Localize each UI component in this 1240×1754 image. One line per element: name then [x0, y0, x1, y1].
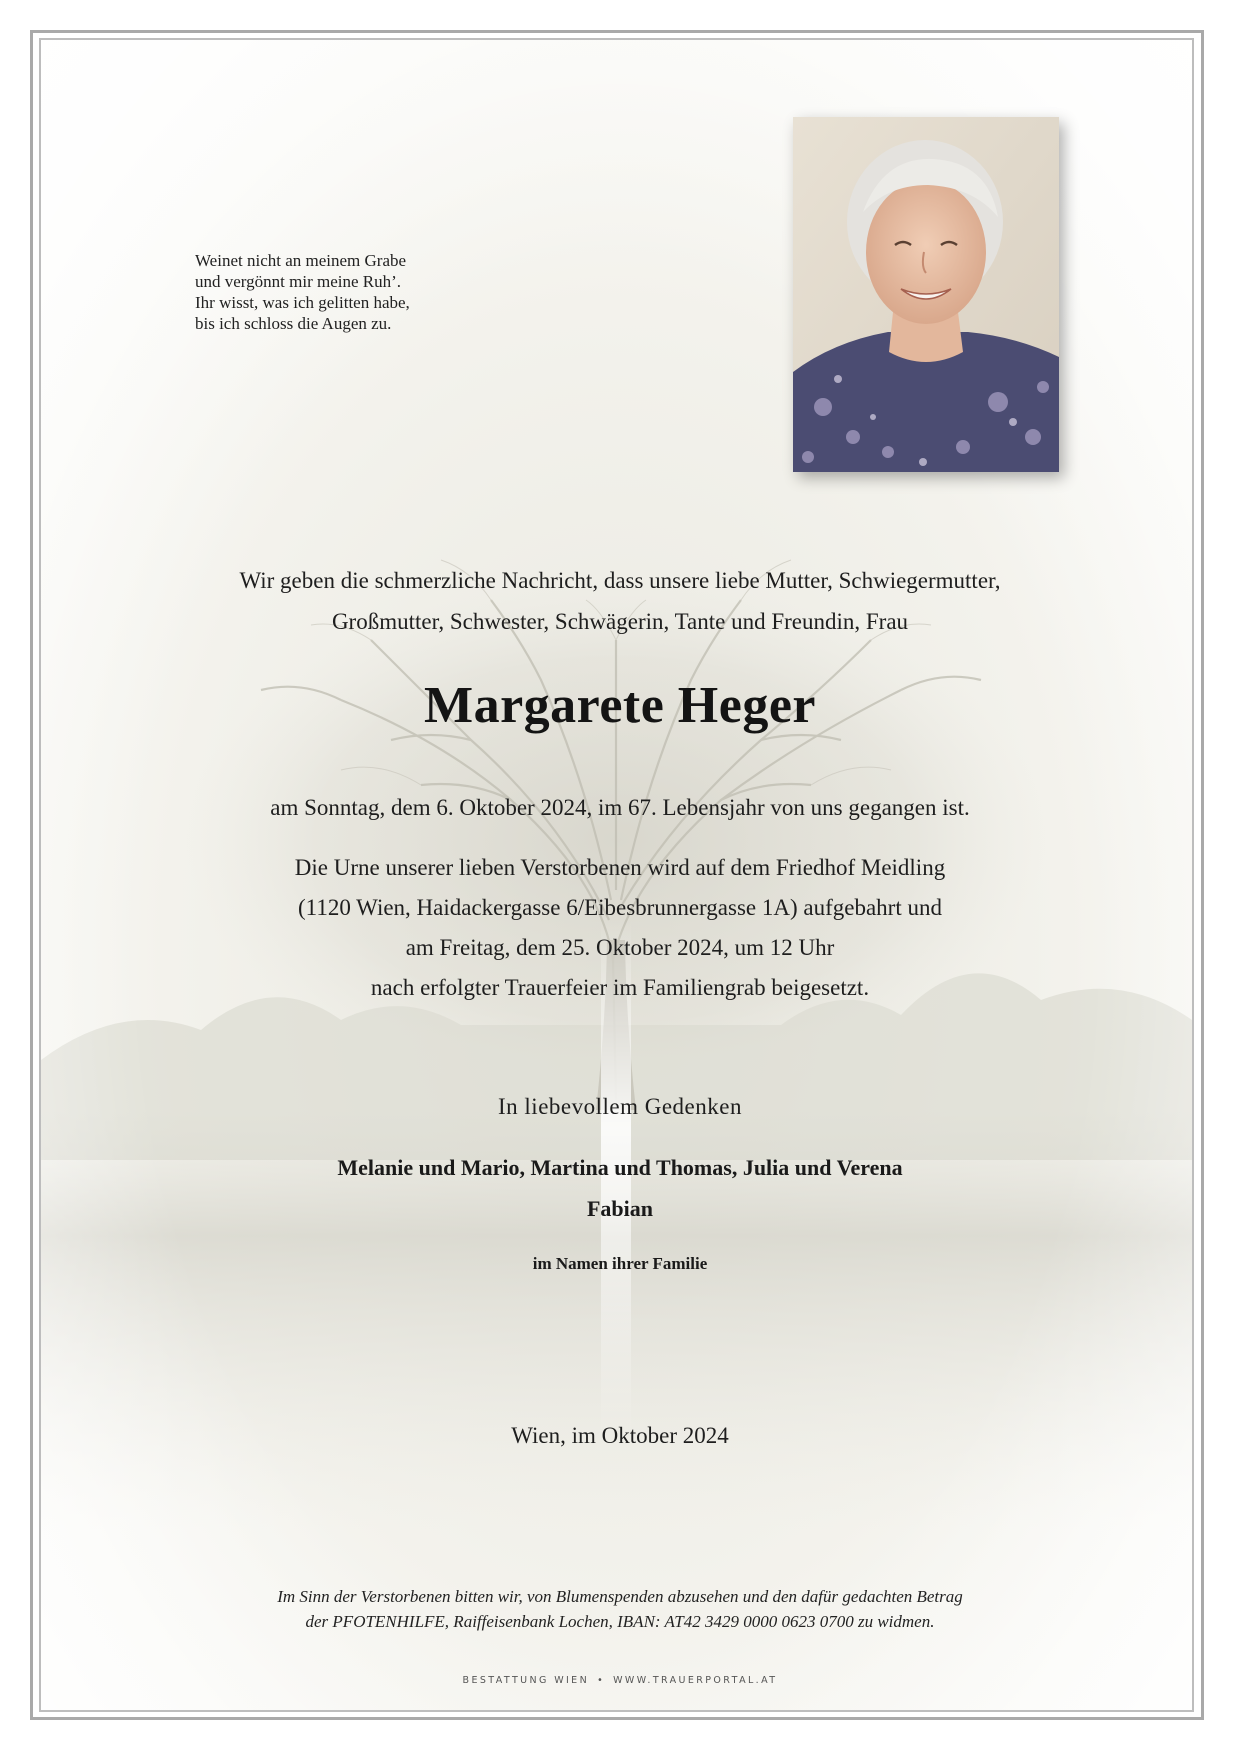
- deceased-name: Margarete Heger: [424, 677, 816, 734]
- burial-details: [80, 848, 1160, 1008]
- poem-line: Ihr wisst, was ich gelitten habe,: [195, 293, 410, 312]
- intro-line: Wir geben die schmerzliche Nachricht, dass unsere liebe Mutter, Schwiegermutter,: [239, 568, 1001, 593]
- burial-line: nach erfolgter Trauerfeier im Familiengrab beigesetzt.: [370, 975, 870, 1000]
- death-date-line: am Sonntag, dem 6. Oktober 2024, im 67. Lebensjahr von uns gegangen ist.: [270, 795, 970, 820]
- donation-request: [80, 1584, 1160, 1634]
- poem-line: bis ich schloss die Augen zu.: [195, 314, 392, 333]
- footer-company: BESTATTUNG WIEN: [462, 1675, 590, 1686]
- mourners: [80, 1147, 1160, 1229]
- place-date: Wien, im Oktober 2024: [511, 1423, 729, 1448]
- mourner-line: Melanie und Mario, Martina und Thomas, Julia und Verena: [337, 1155, 903, 1180]
- burial-line: am Freitag, dem 25. Oktober 2024, um 12 Uhr: [405, 935, 835, 960]
- mourner-line: Fabian: [586, 1196, 654, 1221]
- donation-line: der PFOTENHILFE, Raiffeisenbank Lochen, IBAN: AT42 3429 0000 0623 0700 zu widmen.: [305, 1612, 935, 1631]
- portrait-icon: [793, 117, 1059, 472]
- memory-phrase: In liebevollem Gedenken: [498, 1094, 742, 1119]
- portrait-photo: [793, 117, 1059, 472]
- footer: [80, 1675, 1160, 1686]
- poem: [195, 250, 495, 334]
- intro-text: [80, 560, 1160, 642]
- burial-line: (1120 Wien, Haidackergasse 6/Eibesbrunnergasse 1A) aufgebahrt und: [298, 895, 942, 920]
- footer-website-link[interactable]: WWW.TRAUERPORTAL.AT: [613, 1675, 778, 1686]
- burial-line: Die Urne unserer lieben Verstorbenen wird auf dem Friedhof Meidling: [294, 855, 946, 880]
- footer-separator: •: [597, 1675, 606, 1686]
- poem-line: und vergönnt mir meine Ruh’.: [195, 272, 402, 291]
- intro-line: Großmutter, Schwester, Schwägerin, Tante und Freundin, Frau: [331, 609, 909, 634]
- donation-line: Im Sinn der Verstorbenen bitten wir, von Blumenspenden abzusehen und den dafür gedachten Betrag: [277, 1587, 963, 1606]
- poem-line: Weinet nicht an meinem Grabe: [195, 251, 407, 270]
- family-note: im Namen ihrer Familie: [532, 1254, 708, 1273]
